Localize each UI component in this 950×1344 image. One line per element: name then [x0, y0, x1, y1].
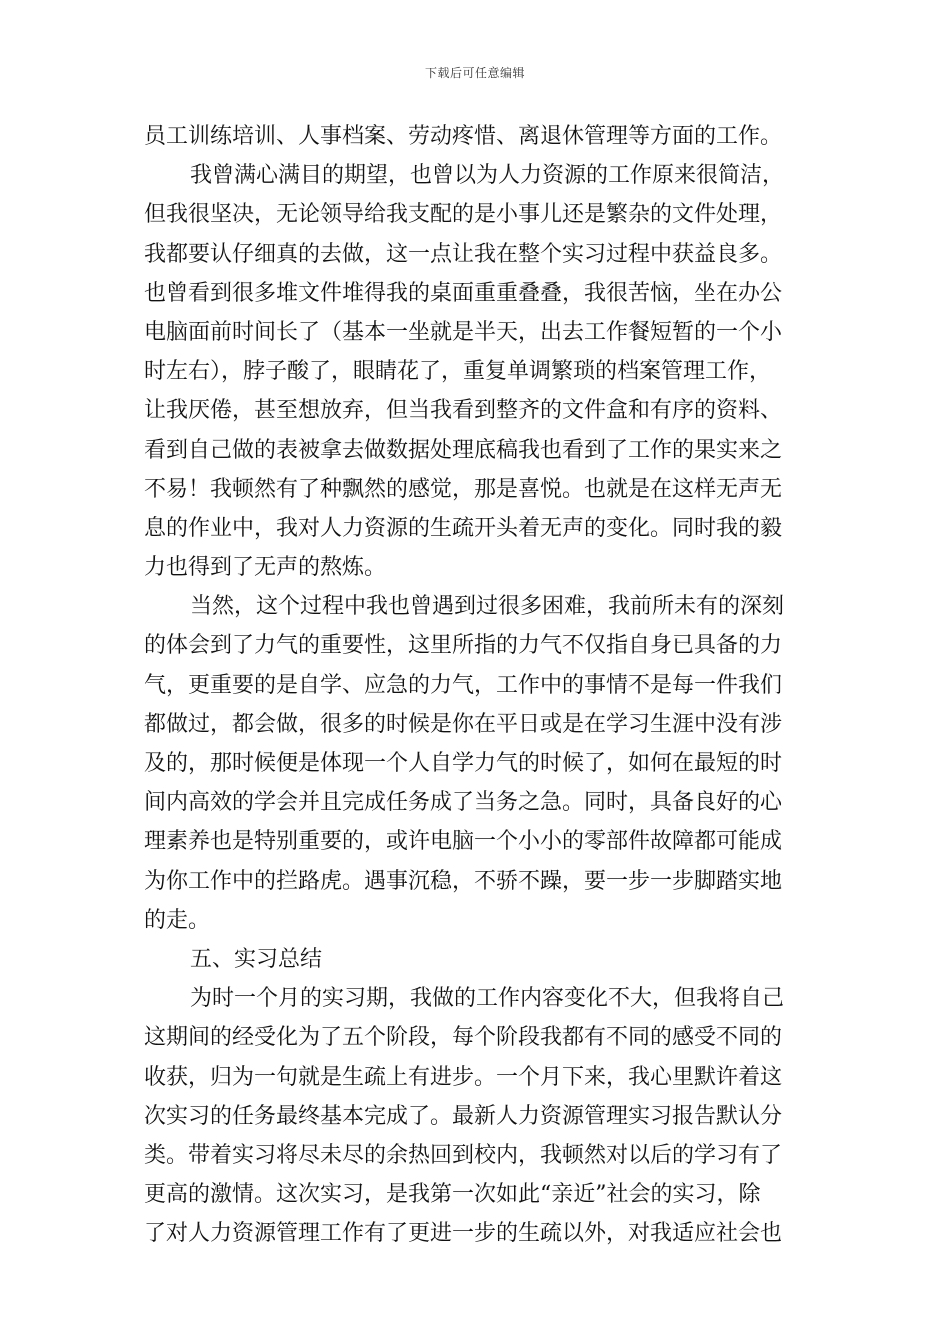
text-line: 这期间的经受化为了五个阶段，每个阶段我都有不同的感受不同的: [144, 1025, 783, 1051]
paragraph-first-line: 为时一个月的实习期，我做的工作内容变化不大，但我将自己: [190, 986, 785, 1012]
text-line: 我都要认仔细真的去做，这一点让我在整个实习过程中获益良多。: [144, 241, 783, 267]
text-line: 但我很坚决，无论领导给我支配的是小事儿还是繁杂的文件处理，: [144, 202, 783, 228]
text-line: 的走。: [144, 907, 211, 933]
text-line: 员工训练培训、人事档案、劳动疼惜、离退休管理等方面的工作。: [144, 124, 783, 149]
paragraph-first-line: 我曾满心满目的期望，也曾以为人力资源的工作原来很简洁，: [190, 163, 785, 189]
text-line: 息的作业中，我对人力资源的生疏开头着无声的变化。同时我的毅: [144, 515, 783, 541]
text-line: 都做过，都会做，很多的时候是你在平日或是在学习生涯中没有涉: [144, 711, 783, 737]
text-line: 气，更重要的是自学、应急的力气，工作中的事情不是每一件我们: [144, 672, 783, 698]
text-line: 不易！我顿然有了种飘然的感觉，那是喜悦。也就是在这样无声无: [144, 476, 783, 502]
text-line: 收获，归为一句就是生疏上有进步。一个月下来，我心里默许着这: [144, 1064, 783, 1090]
text-line: 力也得到了无声的熬炼。: [144, 555, 387, 581]
text-line: 类。带着实习将尽未尽的余热回到校内，我顿然对以后的学习有了: [144, 1142, 783, 1168]
text-line: 及的，那时候便是体现一个人自学力气的时候了，如何在最短的时: [144, 751, 783, 776]
text-line: 间内高效的学会并且完成任务成了当务之急。同时，具备良好的心: [144, 790, 783, 816]
text-line: 了对人力资源管理工作有了更进一步的生疏以外，对我适应社会也: [144, 1221, 783, 1247]
text-line: 更高的激情。这次实习，是我第一次如此“亲近”社会的实习，除: [144, 1182, 761, 1208]
text-line: 让我厌倦，甚至想放弃，但当我看到整齐的文件盒和有序的资料、: [144, 398, 783, 424]
text-line: 的体会到了力气的重要性，这里所指的力气不仅指自身已具备的力: [144, 633, 783, 659]
text-line: 为你工作中的拦路虎。遇事沉稳，不骄不躁，要一步一步脚踏实地: [144, 868, 783, 894]
text-line: 次实习的任务最终基本完成了。最新人力资源管理实习报告默认分: [144, 1103, 783, 1129]
text-line: 电脑面前时间长了（基本一坐就是半天，出去工作餐短暂的一个小: [144, 319, 783, 345]
text-line: 时左右），脖子酸了，眼睛花了，重复单调繁琐的档案管理工作，: [144, 359, 772, 385]
page-header: 下载后可任意编辑: [424, 66, 525, 80]
text-line: 看到自己做的表被拿去做数据处理底稿我也看到了工作的果实来之: [144, 437, 783, 463]
text-line: 也曾看到很多堆文件堆得我的桌面重重叠叠，我很苦恼，坐在办公: [144, 280, 783, 306]
section-heading: 五、实习总结: [190, 946, 323, 972]
text-line: 理素养也是特别重要的，或许电脑一个小小的零部件故障都可能成: [144, 829, 783, 855]
document-body: [144, 117, 806, 1253]
paragraph-first-line: 当然，这个过程中我也曾遇到过很多困难，我前所未有的深刻: [190, 594, 785, 620]
